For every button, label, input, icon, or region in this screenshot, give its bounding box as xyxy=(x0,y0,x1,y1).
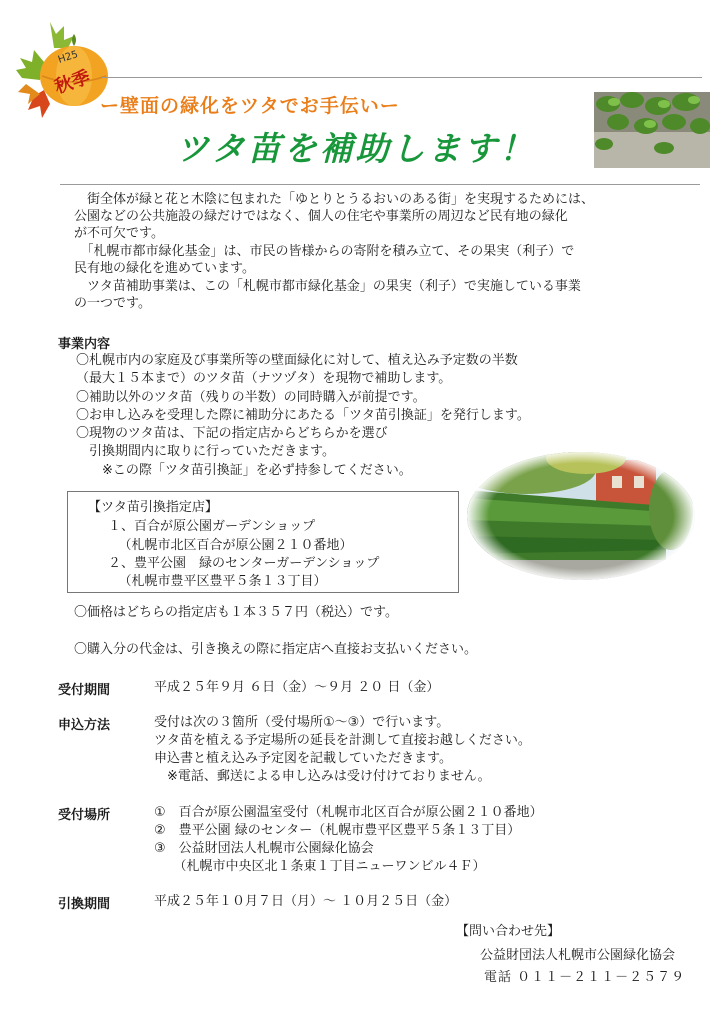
application-line: 受付は次の３箇所（受付場所①～③）で行います。 xyxy=(154,715,450,730)
places-label: 受付場所 xyxy=(58,808,111,823)
application-note: ※電話、郵送による申し込みは受け付けておりません。 xyxy=(154,769,491,784)
contact-heading: 【問い合わせ先】 xyxy=(456,924,561,939)
page-title: ツタ苗を補助します！ xyxy=(176,129,536,168)
intro-line: ツタ苗補助事業は、この「札幌市都市緑化基金」の果実（利子）で実施している事業 xyxy=(74,279,581,294)
business-heading: 事業内容 xyxy=(58,337,111,352)
business-item: 〇現物のツタ苗は、下記の指定店からどちらかを選び xyxy=(76,426,388,441)
shop-line: ２、豊平公園 緑のセンターガーデンショップ xyxy=(108,556,380,571)
application-line: 申込書と植え込み予定図を記載していただきます。 xyxy=(154,751,452,766)
intro-line: が不可欠です。 xyxy=(74,226,164,241)
place-line: （札幌市中央区北１条東１丁目ニューワンビル４Ｆ） xyxy=(154,859,486,874)
pumpkin-icon xyxy=(14,18,110,118)
page-subtitle: ー壁面の緑化をツタでお手伝いー xyxy=(100,95,400,117)
season-badge xyxy=(14,18,110,118)
contact-org: 公益財団法人札幌市公園緑化協会 xyxy=(480,948,676,963)
payment-note: 〇購入分の代金は、引き換えの際に指定店へ直接お支払いください。 xyxy=(74,642,478,657)
price-note: 〇価格はどちらの指定店も１本３５７円（税込）です。 xyxy=(74,605,398,620)
badge-year: H25 xyxy=(56,49,80,66)
intro-line: の一つです。 xyxy=(74,296,151,311)
place-line: ③ 公益財団法人札幌市公園緑化協会 xyxy=(154,841,374,856)
exchange-period-label: 引換期間 xyxy=(58,897,111,912)
business-item: 〇お申し込みを受理した際に補助分にあたる「ツタ苗引換証」を発行します。 xyxy=(76,408,530,423)
contact-phone: 電話 ０１１－２１１－２５７９ xyxy=(484,970,686,985)
divider-top xyxy=(102,77,702,78)
exchange-period-value: 平成２５年１０月７日（月）～ １０月２５日（金） xyxy=(154,894,458,909)
badge-season: 秋季 xyxy=(52,66,93,98)
application-label: 申込方法 xyxy=(58,718,111,733)
business-item: 〇補助以外のツタ苗（残りの半数）の同時購入が前提です。 xyxy=(76,390,426,405)
place-line: ② 豊平公園 緑のセンター（札幌市豊平区豊平５条１３丁目） xyxy=(154,823,521,838)
ivy-photo xyxy=(594,92,710,168)
intro-line: 民有地の緑化を進めています。 xyxy=(74,261,255,276)
place-line: ① 百合が原公園温室受付（札幌市北区百合が原公園２１０番地） xyxy=(154,805,543,820)
ivy-wall-photo xyxy=(466,450,696,582)
shop-line: １、百合が原公園ガーデンショップ xyxy=(108,519,316,534)
business-item: 〇札幌市内の家庭及び事業所等の壁面緑化に対して、植え込み予定数の半数 xyxy=(76,353,518,368)
intro-line: 「札幌市都市緑化基金」は、市民の皆様からの寄附を積み立て、その果実（利子）で xyxy=(74,244,575,259)
business-item: 引換期間内に取りに行っていただきます。 xyxy=(76,444,335,459)
business-note: ※この際「ツタ苗引換証」を必ず持参してください。 xyxy=(76,463,412,478)
reception-period-label: 受付期間 xyxy=(58,683,111,698)
divider-bottom xyxy=(60,184,700,185)
reception-period-value: 平成２５年９月 ６日（金）～９月 ２０ 日（金） xyxy=(154,680,440,695)
shop-line: （札幌市豊平区豊平５条１３丁目） xyxy=(112,574,327,589)
application-line: ツタ苗を植える予定場所の延長を計測して直接お越しください。 xyxy=(154,733,531,748)
shop-line: （札幌市北区百合が原公園２１０番地） xyxy=(112,538,353,553)
intro-line: 公園などの公共施設の緑だけではなく、個人の住宅や事業所の周辺など民有地の緑化 xyxy=(74,209,568,224)
intro-line: 街全体が緑と花と木陰に包まれた「ゆとりとうるおいのある街」を実現するためには、 xyxy=(74,192,595,207)
shop-box-title: 【ツタ苗引換指定店】 xyxy=(88,500,218,515)
business-item: （最大１５本まで）のツタ苗（ナツヅタ）を現物で補助します。 xyxy=(76,371,452,386)
